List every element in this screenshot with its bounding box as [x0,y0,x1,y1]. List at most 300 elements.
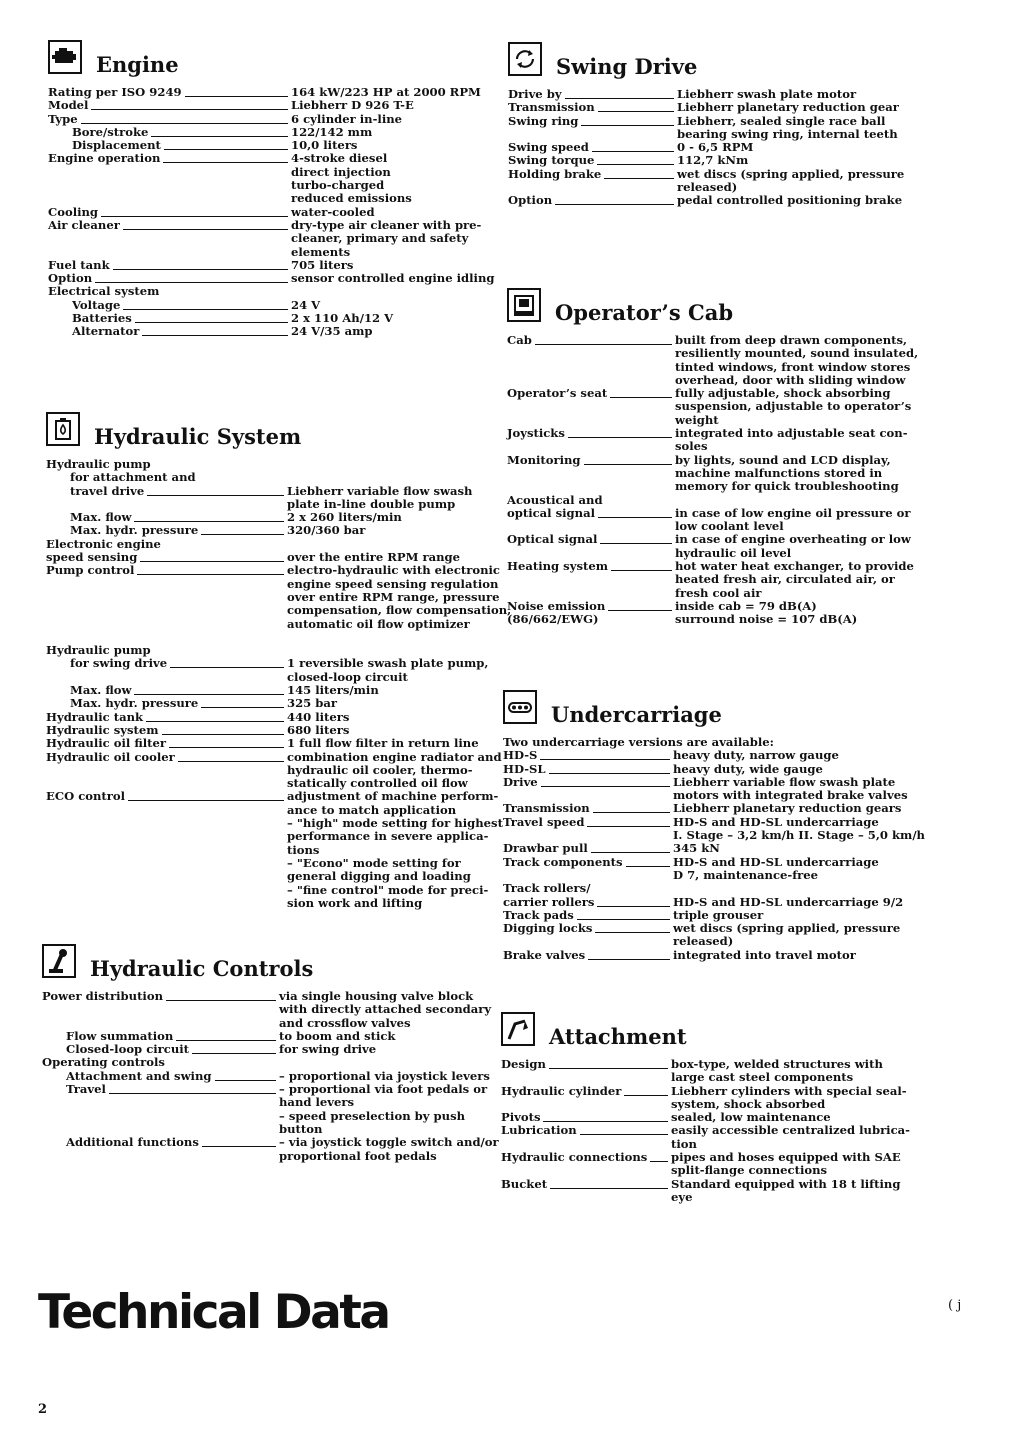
spec-value: 325 bar [287,696,337,711]
spec-row [507,334,947,387]
spec-label: Travel [66,1082,106,1097]
leader-line [176,1040,276,1041]
spec-value: performance in severe applica- [287,829,489,844]
spec-value: compensation, flow compensation, [287,603,512,618]
spec-row [46,656,489,684]
spec-value: in case of low engine oil pressure or [675,505,911,520]
spec-row [48,139,468,152]
leader-line [608,610,672,611]
engine-section [48,40,495,339]
leader-line [101,216,288,217]
spec-label: Noise emission [507,598,606,613]
spec-value: – via joystick toggle switch and/or [279,1135,499,1150]
leader-line [650,1161,668,1162]
spec-label: Alternator [72,324,140,339]
spec-label: Operating controls [42,1055,165,1070]
spec-value: split-flange connections [671,1163,828,1178]
spec-value: sion work and lifting [287,895,423,910]
leader-line [535,344,672,345]
leader-line [147,495,284,496]
spec-label: Brake valves [503,947,586,962]
spec-row [46,711,486,724]
spec-value: 122/142 mm [291,124,373,139]
spec-label: Closed-loop circuit [66,1042,190,1057]
leader-line [588,959,670,960]
spec-label: Engine operation [48,151,161,166]
leader-line [593,812,670,813]
spec-label: Track rollers/ [503,881,591,896]
spec-label: carrier rollers [503,894,595,909]
swing-drive-section [508,42,948,208]
spec-row [503,909,943,922]
spec-label: Pump control [46,563,135,578]
leader-line [597,164,674,165]
spec-label: Max. hydr. pressure [70,696,199,711]
spec-label: HD-SL [503,761,546,776]
spec-value: weight [675,412,719,427]
spec-value: for swing drive [279,1042,377,1057]
spec-label: Acoustical and [507,492,603,507]
spec-value: 164 kW/223 HP at 2000 RPM [291,85,481,99]
leader-line [565,98,674,99]
leader-line [604,178,674,179]
leader-line [549,773,670,774]
boom-arm-icon [501,1012,535,1046]
spec-label: Hydraulic pump [46,643,151,658]
spec-value: in case of engine overheating or low [675,532,911,547]
spec-value: eye [671,1189,693,1204]
spec-value: Liebherr variable flow swash plate [673,774,896,789]
leader-line [185,96,288,97]
spec-value: fresh cool air [675,585,762,600]
spec-row [46,551,486,564]
swing-drive-rows [508,88,948,208]
spec-label: Max. flow [70,683,132,698]
spec-value: Liebherr planetary reduction gears [673,801,902,816]
hydraulic-system-header [46,412,486,456]
spec-row [503,922,943,949]
spec-value: D 7, maintenance-free [673,867,819,882]
spec-label: Swing torque [508,153,595,168]
spec-row [507,454,947,494]
spec-value: sensor controlled engine idling [291,271,495,286]
spec-row [48,152,468,205]
spec-label: Bucket [501,1176,548,1191]
spec-value: 1 full flow filter in return line [287,736,479,751]
spec-label: HD-S [503,748,538,763]
leader-line [91,109,288,110]
hydraulic-controls-title: Hydraulic Controls [90,956,314,981]
spec-label: Power distribution [42,989,164,1003]
leader-line [598,111,674,112]
spec-value: engine speed sensing regulation [287,576,499,591]
spec-row [503,896,943,909]
spec-row [507,613,947,626]
leader-line [113,269,288,270]
spec-value: turbo-charged [291,178,385,193]
spec-value: 6 cylinder in-line [291,111,403,126]
undercarriage-rows [503,736,943,962]
spec-value: 705 liters [291,257,354,272]
spec-label: Drive [503,774,538,789]
spec-value: tions [287,842,320,857]
spec-value: general digging and loading [287,869,471,884]
spec-value: Liebherr swash plate motor [677,87,857,101]
spec-value: hydraulic oil cooler, thermo- [287,762,473,777]
leader-line [109,1093,276,1094]
spec-value: Liebherr, sealed single race ball [677,113,886,128]
spec-label: Bore/stroke [72,124,149,139]
spec-value: integrated into travel motor [673,947,856,962]
spec-value: 0 - 6,5 RPM [677,140,754,155]
spec-row [503,736,943,749]
undercarriage-header [503,690,943,734]
operators-cab-section [507,288,947,627]
spec-value: by lights, sound and LCD display, [675,452,891,467]
spec-label: Electrical system [48,284,160,299]
page-title: Technical Data [38,1285,389,1340]
spec-value: overhead, door with sliding window [675,372,906,387]
spec-value: easily accessible centralized lubrica- [671,1123,910,1138]
spec-label: Joysticks [507,426,565,441]
spec-row [501,1058,941,1085]
spec-value: 345 kN [673,841,720,856]
spec-value: triple grouser [673,907,764,922]
leader-line [549,1068,668,1069]
spec-row [48,285,468,298]
spec-label: speed sensing [46,550,138,565]
spec-label: optical signal [507,505,595,520]
spec-value: with directly attached secondary [279,1002,492,1017]
spec-row [46,644,486,657]
leader-line [123,229,288,230]
spec-row [48,85,481,99]
leader-line [142,335,288,336]
spec-value: integrated into adjustable seat con- [675,426,908,441]
spec-label: Swing speed [508,140,589,155]
leader-line [541,786,670,787]
spec-value: tinted windows, front window stores [675,359,911,374]
spec-value: 320/360 bar [287,523,366,538]
spec-value: 440 liters [287,709,350,724]
spec-label: Batteries [72,311,132,326]
spec-value: wet discs (spring applied, pressure [677,166,905,181]
leader-line [166,1000,276,1001]
spec-row [46,789,503,910]
spec-row [503,949,943,962]
spec-row [46,511,486,524]
spec-value: statically controlled oil flow [287,776,468,791]
leader-line [550,1188,668,1189]
spec-label: Design [501,1057,546,1071]
spec-value: 680 liters [287,722,350,737]
leader-line [568,437,672,438]
spec-value: 2 x 110 Ah/12 V [291,311,394,326]
leader-line [584,464,672,465]
swing-drive-title: Swing Drive [556,54,698,79]
oil-can-icon [46,412,80,446]
spec-label: (86/662/EWG) [507,612,599,627]
spec-label: Transmission [503,801,590,816]
spec-row [508,194,948,207]
spec-label: Travel speed [503,814,585,829]
leader-line [202,1146,276,1147]
leader-line [580,1134,668,1135]
spec-value: 10,0 liters [291,138,358,153]
leader-line [163,162,288,163]
spec-value: fully adjustable, shock absorbing [675,386,891,401]
spec-value: to boom and stick [279,1028,396,1043]
spec-value: dry-type air cleaner with pre- [291,217,482,232]
leader-line [201,707,284,708]
spec-label: Rating per ISO 9249 [48,85,182,99]
spec-row [48,126,468,139]
attachment-header [501,1012,941,1056]
spec-label: Hydraulic tank [46,709,144,724]
leader-line [543,1121,668,1122]
spec-value: – speed preselection by push [279,1108,466,1123]
spec-value: memory for quick troubleshooting [675,479,899,494]
spec-value: inside cab = 79 dB(A) [675,598,817,613]
spec-label: Hydraulic system [46,722,159,737]
spec-label: Drive by [508,87,562,101]
spec-row [46,563,512,631]
undercarriage-title: Undercarriage [551,702,722,727]
spec-label: Heating system [507,559,608,574]
spec-row [46,684,486,697]
spec-label: Track pads [503,907,574,922]
spec-row [501,1178,941,1205]
leader-line [540,759,670,760]
spec-label: Transmission [508,100,595,115]
spec-label: Optical signal [507,532,598,547]
spec-label: Option [48,271,93,286]
spec-label: Hydraulic oil filter [46,736,167,751]
spec-value: automatic oil flow optimizer [287,616,470,631]
spec-value: Liebherr planetary reduction gear [677,100,899,115]
leader-line [581,125,674,126]
hydraulic-system-section [46,412,512,910]
spec-row [46,471,486,484]
spec-value: 24 V [291,297,321,312]
spec-value: machine malfunctions stored in [675,465,883,480]
spec-label: Swing ring [508,113,579,128]
track-icon [503,690,537,724]
leader-line [611,570,672,571]
leader-line [123,309,288,310]
spec-value: – "high" mode setting for highest [287,816,503,831]
operators-cab-header [507,288,947,332]
spec-row [503,776,943,803]
leader-line [192,1053,276,1054]
spec-label: Max. flow [70,510,132,525]
leader-line [595,932,670,933]
spec-label: Type [48,111,78,126]
spec-row [48,259,468,272]
spec-row [48,299,468,312]
spec-value: elements [291,244,351,259]
spec-row [501,1124,941,1151]
spec-value: built from deep drawn components, [675,333,908,347]
spec-value: HD-S and HD-SL undercarriage [673,854,879,869]
hydraulic-controls-section [42,944,499,1163]
leader-line [592,151,674,152]
spec-value: 2 x 260 liters/min [287,510,402,525]
spec-value: Standard equipped with 18 t lifting [671,1176,901,1191]
spec-row [507,427,947,454]
cab-icon [507,288,541,322]
stray-mark: ( j [948,1298,962,1313]
spec-label: Operator’s seat [507,386,608,401]
spec-value: heavy duty, wide gauge [673,761,823,776]
leader-line [151,136,288,137]
leader-line [201,534,284,535]
leader-line [598,517,672,518]
spec-label: Cooling [48,204,99,219]
leader-line [81,123,288,124]
leader-line [597,906,670,907]
spec-row [507,507,947,534]
spec-row [42,1082,488,1136]
spec-row [508,101,948,114]
operators-cab-title: Operator’s Cab [555,300,733,325]
spec-row [48,99,468,112]
leader-line [626,866,670,867]
spec-value: 145 liters/min [287,683,379,698]
spec-value: suspension, adjustable to operator’s [675,399,912,414]
leader-line [169,747,284,748]
spec-value: HD-S and HD-SL undercarriage [673,814,879,829]
spec-value: wet discs (spring applied, pressure [673,921,901,936]
spec-value: Liebherr variable flow swash [287,483,473,498]
spec-value: adjustment of machine perform- [287,789,499,804]
spec-value: Liebherr cylinders with special seal- [671,1083,907,1098]
leader-line [137,574,284,575]
spec-value: system, shock absorbed [671,1096,826,1111]
spec-value: via single housing valve block [279,989,474,1003]
spec-label: Hydraulic cylinder [501,1083,622,1098]
spec-row [501,1151,941,1178]
leader-line [170,667,284,668]
spec-row [503,856,943,883]
spec-value: – "fine control" mode for preci- [287,882,489,897]
spec-value: I. Stage – 3,2 km/h II. Stage – 5,0 km/h [673,828,925,843]
spec-value: resiliently mounted, sound insulated, [675,346,919,361]
engine-title: Engine [96,52,179,77]
spec-value: direct injection [291,164,391,179]
spec-label: Air cleaner [48,217,120,232]
spec-value: combination engine radiator and [287,749,502,764]
spec-row [503,749,943,762]
leader-line [577,919,670,920]
spec-value: water-cooled [291,204,375,219]
spec-value: cleaner, primary and safety [291,231,469,246]
leader-line [95,282,288,283]
leader-line [587,826,670,827]
spec-label: Attachment and swing [66,1068,212,1083]
leader-line [215,1080,277,1081]
spec-label: Pivots [501,1110,541,1125]
spec-label: Electronic engine [46,536,161,551]
spec-label: Hydraulic connections [501,1150,648,1165]
spec-label: Voltage [72,297,121,312]
spec-value: hand levers [279,1095,355,1110]
leader-line [134,694,284,695]
spec-row [48,206,468,219]
spec-value: 24 V/35 amp [291,324,373,339]
spec-row [46,458,486,471]
spec-row [46,724,486,737]
spec-label: Max. hydr. pressure [70,523,199,538]
spec-label: Option [508,193,553,208]
spec-value: ance to match application [287,802,457,817]
spec-row [48,113,468,126]
spec-value: surround noise = 107 dB(A) [675,612,858,627]
spec-row [507,387,947,427]
spec-value: heated fresh air, circulated air, or [675,572,895,587]
spec-value: low coolant level [675,519,784,534]
spec-label: Model [48,98,89,113]
spec-value: hot water heat exchanger, to provide [675,559,914,574]
spec-value: 112,7 kNm [677,153,749,168]
spec-row [507,600,947,613]
spec-row [48,325,468,338]
leader-line [146,721,284,722]
spec-label: Displacement [72,138,161,153]
spec-value: motors with integrated brake valves [673,788,908,803]
attachment-section [501,1012,941,1204]
spec-value: 1 reversible swash plate pump, [287,656,489,671]
leader-line [555,204,674,205]
spec-row [42,1043,482,1056]
spec-row [46,538,486,551]
spec-row [503,816,943,843]
spec-value: proportional foot pedals [279,1148,437,1163]
spec-label: travel drive [70,483,145,498]
spec-label: Additional functions [66,1135,199,1150]
leader-line [624,1095,668,1096]
hydraulic-system-title: Hydraulic System [94,424,302,449]
spec-value: large cast steel components [671,1070,854,1085]
spec-value: electro-hydraulic with electronic [287,563,500,578]
spec-label: Monitoring [507,452,581,467]
spec-value: released) [677,180,738,195]
spec-value: box-type, welded structures with [671,1057,883,1071]
spec-value: closed-loop circuit [287,669,408,684]
leader-line [164,149,288,150]
leader-line [162,734,284,735]
spec-label: Digging locks [503,921,593,936]
spec-value: – proportional via foot pedals or [279,1082,488,1097]
spec-label: Drawbar pull [503,841,588,856]
hydraulic-system-rows [46,457,512,910]
leader-line [128,800,284,801]
spec-value: Liebherr D 926 T-E [291,98,414,113]
spec-value: soles [675,439,708,454]
spec-label: ECO control [46,789,126,804]
spec-row [507,494,947,507]
attachment-title: Attachment [549,1024,687,1049]
spec-value: reduced emissions [291,191,412,206]
leader-line [178,761,284,762]
leader-line [591,852,670,853]
spec-row [48,271,495,286]
spec-label: Lubrication [501,1123,577,1138]
leader-line [140,561,284,562]
hydraulic-controls-rows [42,989,499,1163]
spec-row [42,1135,499,1163]
spec-value: – "Econo" mode setting for [287,855,461,870]
